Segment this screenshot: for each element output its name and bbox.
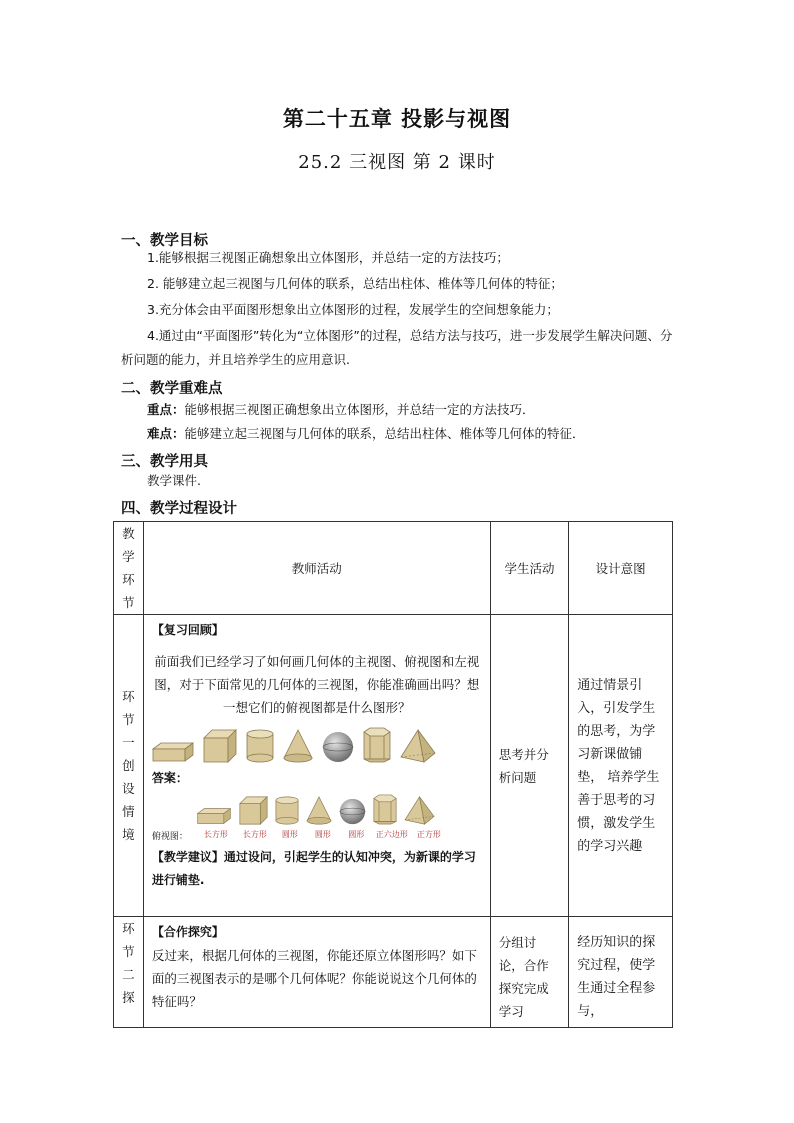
pyramid-icon	[400, 729, 436, 763]
cone-icon	[306, 796, 332, 825]
top-view-name: 圆形	[348, 830, 365, 839]
cone-icon	[283, 729, 313, 763]
key-point-label: 重点：	[147, 402, 185, 417]
section-heading-tools: 三、教学用具	[121, 454, 208, 470]
stage-char: 情	[122, 804, 135, 819]
cylinder-icon	[275, 796, 299, 825]
advice-text: 通过设问，引起学生的认知冲突，为新课的学习进行铺垫.	[151, 850, 476, 887]
header-student: 学生活动	[490, 522, 568, 615]
stage-char: 境	[122, 827, 135, 842]
cube-icon	[203, 729, 237, 763]
stage-1-teacher	[143, 615, 490, 917]
table-row-stage-2	[114, 917, 673, 1028]
difficult-point	[121, 422, 676, 446]
teaching-advice	[152, 846, 482, 892]
section-heading-keypoints: 二、教学重难点	[121, 381, 223, 397]
explore-tag: 【合作探究】	[151, 925, 224, 939]
goal-item-1: 1.能够根据三视图正确想象出立体图形，并总结一定的方法技巧；	[147, 250, 509, 265]
stage-char: 二	[122, 967, 135, 982]
table-row-stage-1	[114, 615, 673, 917]
cuboid-flat-icon	[152, 741, 194, 763]
header-stage-char: 节	[122, 595, 135, 610]
header-stage	[114, 522, 144, 615]
header-design: 设计意图	[569, 522, 673, 615]
key-point-text: 能够根据三视图正确想象出立体图形，并总结一定的方法技巧．	[184, 402, 535, 417]
stage-char: 环	[122, 921, 135, 936]
top-view-name: 正方形	[416, 830, 441, 839]
pyramid-icon	[404, 796, 435, 825]
hexagonal-prism-icon	[363, 727, 391, 763]
stage-char: 探	[122, 990, 135, 1005]
header-stage-char: 环	[122, 572, 135, 587]
key-point	[121, 398, 676, 422]
goal-item-3: 3.充分体会由平面图形想象出立体图形的过程，发展学生的空间想象能力；	[147, 302, 559, 317]
cube-icon	[239, 796, 268, 825]
stage-char: 环	[122, 689, 135, 704]
top-view-labels	[152, 829, 482, 842]
goal-item-4: 4.通过由“平面图形”转化为“立体图形”的过程，总结方法与技巧，进一步发展学生解决问题、分析问题的能力，并且培养学生的应用意识.	[121, 328, 673, 367]
stage-char: 设	[122, 781, 135, 796]
top-view-name: 圆形	[314, 830, 331, 839]
stage-char: 节	[122, 944, 135, 959]
answer-label: 答案：	[151, 771, 188, 785]
stage-1-design: 通过情景引入，引发学生的思考，为学习新课做铺垫， 培养学生善于思考的习惯，激发学生的学习兴趣	[569, 615, 673, 917]
difficult-point-label: 难点：	[147, 426, 185, 441]
hexagonal-prism-icon	[373, 794, 397, 825]
sphere-icon	[339, 798, 366, 825]
goal-item-2: 2. 能够建立起三视图与几何体的联系，总结出柱体、椎体等几何体的特征；	[147, 276, 563, 291]
stage-1-student: 思考并分析问题	[490, 615, 568, 917]
stage-2-student: 分组讨论，合作探究完成学习	[490, 917, 568, 1028]
header-stage-char: 教	[122, 526, 135, 541]
stage-char: 节	[122, 712, 135, 727]
top-view-name: 圆形	[281, 830, 298, 839]
stage-char: 创	[122, 758, 135, 773]
solids-row	[152, 727, 482, 763]
stage-char: 一	[122, 735, 135, 750]
difficult-point-text: 能够建立起三视图与几何体的联系，总结出柱体、椎体等几何体的特征．	[184, 426, 585, 441]
section-heading-process: 四、教学过程设计	[121, 501, 237, 517]
stage-1-label	[114, 615, 144, 917]
process-table	[113, 521, 673, 1028]
stage-2-label	[114, 917, 144, 1028]
top-view-name: 长方形	[203, 830, 228, 839]
table-header-row	[114, 522, 673, 615]
stage-2-teacher	[143, 917, 490, 1028]
section-heading-goals: 一、教学目标	[121, 233, 208, 249]
review-question: 前面我们已经学习了如何画几何体的主视图、俯视图和左视图，对于下面常见的几何体的三视图，你能准确画出吗？想一想它们的俯视图都是什么图形？	[154, 654, 480, 715]
top-view-label: 俯视图：	[151, 832, 188, 842]
sphere-icon	[322, 731, 354, 763]
stage-2-design: 经历知识的探究过程，使学生通过全程参与，	[569, 917, 673, 1028]
chapter-title: 第二十五章 投影与视图	[282, 107, 512, 131]
explore-text: 反过来，根据几何体的三视图，你能还原立体图形吗？如下面的三视图表示的是哪个几何体呢？你能说说这个几何体的特征吗？	[151, 948, 477, 1009]
cuboid-flat-icon	[196, 807, 232, 825]
cylinder-icon	[246, 729, 274, 763]
header-teacher: 教师活动	[143, 522, 490, 615]
top-view-name: 长方形	[242, 830, 267, 839]
solids-answer-row	[196, 794, 482, 825]
tools-text: 教学课件.	[147, 473, 201, 488]
header-stage-char: 学	[122, 549, 135, 564]
advice-label: 【教学建议】	[151, 850, 224, 864]
top-view-name: 正六边形	[375, 830, 408, 839]
lesson-subtitle: 25.2 三视图 第 2 课时	[298, 152, 496, 173]
review-tag: 【复习回顾】	[151, 623, 224, 637]
